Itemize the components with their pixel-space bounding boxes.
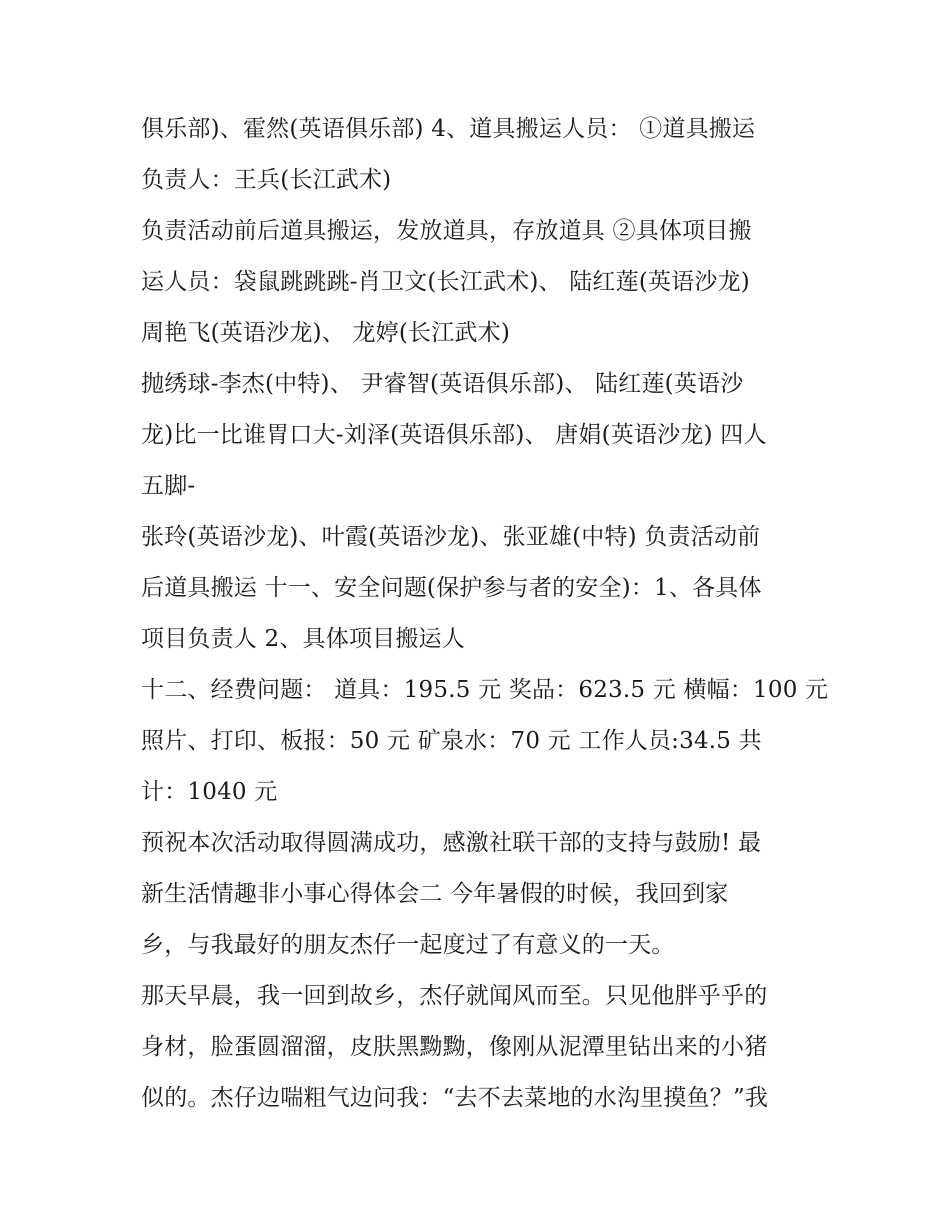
text-line: 抛绣球-李杰(中特)、 尹睿智(英语俱乐部)、 陆红莲(英语沙	[141, 371, 744, 397]
text-line: 张玲(英语沙龙)、叶霞(英语沙龙)、张亚雄(中特) 负责活动前	[141, 524, 761, 550]
text-line: 预祝本次活动取得圆满成功，感激社联干部的支持与鼓励! 最	[141, 830, 762, 856]
text-line: 负责人：王兵(长江武术)	[141, 167, 392, 193]
text-line: 俱乐部)、霍然(英语俱乐部) 4、道具搬运人员： ①道具搬运	[141, 116, 756, 142]
text-line: 周艳飞(英语沙龙)、 龙婷(长江武术)	[141, 320, 511, 346]
text-line: 那天早晨，我一回到故乡，杰仔就闻风而至。只见他胖乎乎的	[141, 983, 768, 1009]
text-line: 负责活动前后道具搬运，发放道具，存放道具 ②具体项目搬	[141, 218, 752, 244]
text-line: 十二、经费问题： 道具：195.5 元 奖品：623.5 元 横幅：100 元	[141, 677, 829, 703]
text-line: 龙)比一比谁胃口大-刘泽(英语俱乐部)、 唐娟(英语沙龙) 四人	[141, 422, 767, 448]
document-body	[141, 104, 829, 1124]
text-line: 乡，与我最好的朋友杰仔一起度过了有意义的一天。	[141, 932, 675, 958]
text-line: 五脚-	[141, 473, 196, 499]
text-line: 身材，脸蛋圆溜溜，皮肤黑黝黝，像刚从泥潭里钻出来的小猪	[141, 1034, 768, 1060]
text-line: 后道具搬运 十一、安全问题(保护参与者的安全)：1、各具体	[141, 575, 762, 601]
text-line: 项目负责人 2、具体项目搬运人	[141, 626, 465, 652]
text-line: 照片、打印、板报：50 元 矿泉水：70 元 工作人员:34.5 共	[141, 728, 762, 754]
text-line: 新生活情趣非小事心得体会二 今年暑假的时候，我回到家	[141, 881, 729, 907]
text-line: 计：1040 元	[141, 779, 278, 805]
text-line: 运人员：袋鼠跳跳跳-肖卫文(长江武术)、 陆红莲(英语沙龙)	[141, 269, 750, 295]
text-line: 似的。杰仔边喘粗气边问我：“去不去菜地的水沟里摸鱼？”我	[141, 1085, 769, 1111]
